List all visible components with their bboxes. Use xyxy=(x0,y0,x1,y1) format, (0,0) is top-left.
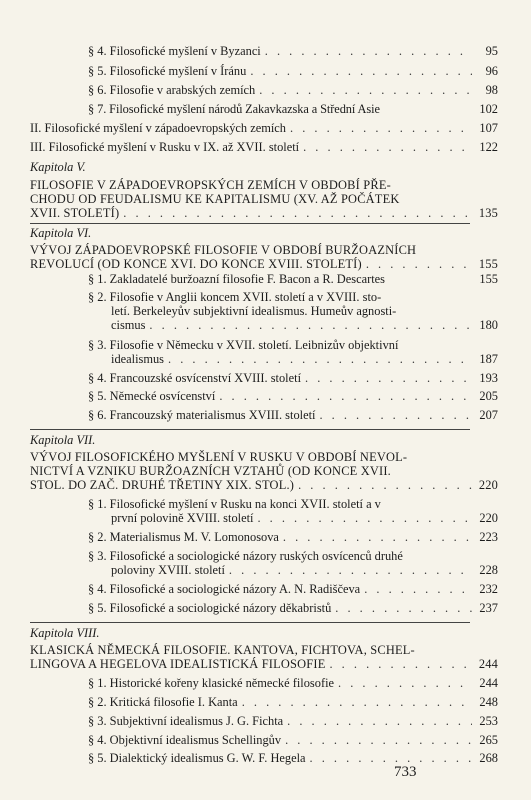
dot-leader xyxy=(149,318,472,332)
entry-page: 223 xyxy=(479,530,498,544)
entry-page: 205 xyxy=(479,389,498,403)
dot-leader xyxy=(168,352,472,366)
toc-entry xyxy=(88,408,498,422)
toc-entry xyxy=(30,121,498,135)
entry-label: § 4. Filosofické a sociologické názory A. N. Radiščeva xyxy=(88,582,361,596)
dot-leader xyxy=(364,582,472,596)
toc-entry xyxy=(88,751,498,765)
divider xyxy=(30,223,470,224)
toc-entry xyxy=(111,352,498,366)
entry-page: 107 xyxy=(479,121,498,135)
toc-entry xyxy=(88,102,498,116)
entry-label: cismus xyxy=(111,318,146,332)
entry-page: 207 xyxy=(479,408,498,422)
entry-page: 96 xyxy=(485,64,498,78)
toc-entry xyxy=(30,478,498,492)
entry-page: 232 xyxy=(479,582,498,596)
entry-label: § 3. Filosofie v Německu v XVII. století. Leibnizův objektivní xyxy=(88,338,399,352)
dot-leader xyxy=(310,751,472,765)
toc-entry xyxy=(88,733,498,747)
toc-entry xyxy=(111,511,498,525)
toc-entry xyxy=(111,318,498,332)
chapter-title: VÝVOJ FILOSOFICKÉHO MYŠLENÍ V RUSKU V OBDOBÍ NEVOL- xyxy=(30,450,408,464)
entry-page: 244 xyxy=(479,676,498,690)
entry-label: § 3. Subjektivní idealismus J. G. Fichta xyxy=(88,714,284,728)
dot-leader xyxy=(283,530,472,544)
dot-leader xyxy=(319,408,472,422)
entry-page: 155 xyxy=(478,257,498,271)
toc-entry xyxy=(88,530,498,544)
dot-leader xyxy=(366,257,472,271)
toc-entry xyxy=(30,206,498,220)
dot-leader xyxy=(305,371,472,385)
dot-leader xyxy=(338,676,472,690)
toc-entry xyxy=(88,389,498,403)
entry-label: § 4. Francouzské osvícenství XVIII. století xyxy=(88,371,302,385)
entry-label: REVOLUCÍ (OD KONCE XVI. DO KONCE XVIII. STOLETÍ) xyxy=(30,257,362,271)
entry-label: § 5. Německé osvícenství xyxy=(88,389,216,403)
toc-entry xyxy=(30,140,498,154)
toc-entry xyxy=(111,563,498,577)
toc-entry xyxy=(88,695,498,709)
toc-entry xyxy=(30,257,498,271)
chapter-title: NICTVÍ A VZNIKU BURŽOAZNÍCH VZTAHŮ (OD KONCE XVII. xyxy=(30,464,391,478)
entry-label: III. Filosofické myšlení v Rusku v IX. až XVII. století xyxy=(30,140,300,154)
dot-leader xyxy=(290,121,472,135)
chapter-heading: Kapitola VIII. xyxy=(30,626,100,640)
dot-leader xyxy=(298,478,472,492)
dot-leader xyxy=(303,140,472,154)
entry-label: letí. Berkeleyův subjektivní idealismus. Humeův agnosti- xyxy=(111,304,397,318)
dot-leader xyxy=(229,563,472,577)
divider xyxy=(30,429,470,430)
entry-page: 187 xyxy=(479,352,498,366)
entry-label: idealismus xyxy=(111,352,164,366)
entry-page: 193 xyxy=(479,371,498,385)
entry-label: § 2. Materialismus M. V. Lomonosova xyxy=(88,530,279,544)
toc-entry xyxy=(88,44,498,58)
entry-label: § 5. Filosofické myšlení v Íránu xyxy=(88,64,247,78)
toc-entry xyxy=(88,64,498,78)
dot-leader xyxy=(287,714,472,728)
entry-page: 135 xyxy=(478,206,498,220)
entry-label: LINGOVA A HEGELOVA IDEALISTICKÁ FILOSOFIE xyxy=(30,657,326,671)
entry-label: § 1. Zakladatelé buržoazní filosofie F. Bacon a R. Descartes xyxy=(88,272,385,286)
dot-leader xyxy=(257,511,472,525)
toc-entry xyxy=(88,371,498,385)
chapter-title: FILOSOFIE V ZÁPADOEVROPSKÝCH ZEMÍCH V OBDOBÍ PŘE- xyxy=(30,178,391,192)
entry-page: 95 xyxy=(485,44,498,58)
entry-label: první polovině XVIII. století xyxy=(111,511,254,525)
entry-label: XVII. STOLETÍ) xyxy=(30,206,120,220)
dot-leader xyxy=(285,733,472,747)
dot-leader xyxy=(335,601,472,615)
entry-page: 102 xyxy=(479,102,498,116)
chapter-heading: Kapitola VI. xyxy=(30,226,92,240)
entry-label: § 2. Kritická filosofie I. Kanta xyxy=(88,695,238,709)
dot-leader xyxy=(123,206,472,220)
toc-entry xyxy=(88,582,498,596)
entry-page: 98 xyxy=(485,83,498,97)
divider xyxy=(30,622,470,623)
toc-entry xyxy=(88,83,498,97)
entry-page: 220 xyxy=(479,511,498,525)
chapter-title: CHODU OD FEUDALISMU KE KAPITALISMU (XV. AŽ POČÁTEK xyxy=(30,192,400,206)
entry-page: 253 xyxy=(479,714,498,728)
entry-label: STOL. DO ZAČ. DRUHÉ TŘETINY XIX. STOL.) xyxy=(30,478,295,492)
entry-label: II. Filosofické myšlení v západoevropských zemích xyxy=(30,121,286,135)
entry-label: § 6. Francouzský materialismus XVIII. století xyxy=(88,408,316,422)
toc-entry xyxy=(88,714,498,728)
chapter-heading: Kapitola V. xyxy=(30,160,86,174)
entry-label: § 1. Historické kořeny klasické německé filosofie xyxy=(88,676,335,690)
dot-leader xyxy=(265,44,472,58)
entry-label: § 4. Filosofické myšlení v Byzanci xyxy=(88,44,261,58)
entry-page: 248 xyxy=(479,695,498,709)
toc-entry xyxy=(88,676,498,690)
entry-page: 122 xyxy=(479,140,498,154)
dot-leader xyxy=(250,64,472,78)
toc-entry xyxy=(88,601,498,615)
chapter-title: VÝVOJ ZÁPADOEVROPSKÉ FILOSOFIE V OBDOBÍ BURŽOAZNÍCH xyxy=(30,243,417,257)
entry-page: 220 xyxy=(478,478,498,492)
chapter-title: KLASICKÁ NĚMECKÁ FILOSOFIE. KANTOVA, FICHTOVA, SCHEL- xyxy=(30,643,415,657)
dot-leader xyxy=(242,695,472,709)
entry-page: 268 xyxy=(479,751,498,765)
toc-entry xyxy=(88,272,498,286)
page-number: 733 xyxy=(394,764,417,780)
dot-leader xyxy=(259,83,472,97)
entry-page: 180 xyxy=(479,318,498,332)
entry-label: § 1. Filosofické myšlení v Rusku na konci XVII. století a v xyxy=(88,497,381,511)
entry-page: 228 xyxy=(479,563,498,577)
entry-page: 155 xyxy=(479,272,498,286)
chapter-heading: Kapitola VII. xyxy=(30,433,96,447)
entry-label: § 5. Dialektický idealismus G. W. F. Hegela xyxy=(88,751,306,765)
dot-leader xyxy=(329,657,472,671)
entry-label: § 4. Objektivní idealismus Schellingův xyxy=(88,733,282,747)
entry-page: 244 xyxy=(478,657,498,671)
entry-label: § 2. Filosofie v Anglii koncem XVII. století a v XVIII. sto- xyxy=(88,290,382,304)
entry-label: § 3. Filosofické a sociologické názory ruských osvícenců druhé xyxy=(88,549,403,563)
entry-label: § 7. Filosofické myšlení národů Zakavkazska a Střední Asie xyxy=(88,102,380,116)
entry-label: poloviny XVIII. století xyxy=(111,563,225,577)
dot-leader xyxy=(219,389,472,403)
entry-page: 265 xyxy=(479,733,498,747)
entry-page: 237 xyxy=(479,601,498,615)
entry-label: § 5. Filosofické a sociologické názory děkabristů xyxy=(88,601,332,615)
toc-entry xyxy=(30,657,498,671)
entry-label: § 6. Filosofie v arabských zemích xyxy=(88,83,256,97)
